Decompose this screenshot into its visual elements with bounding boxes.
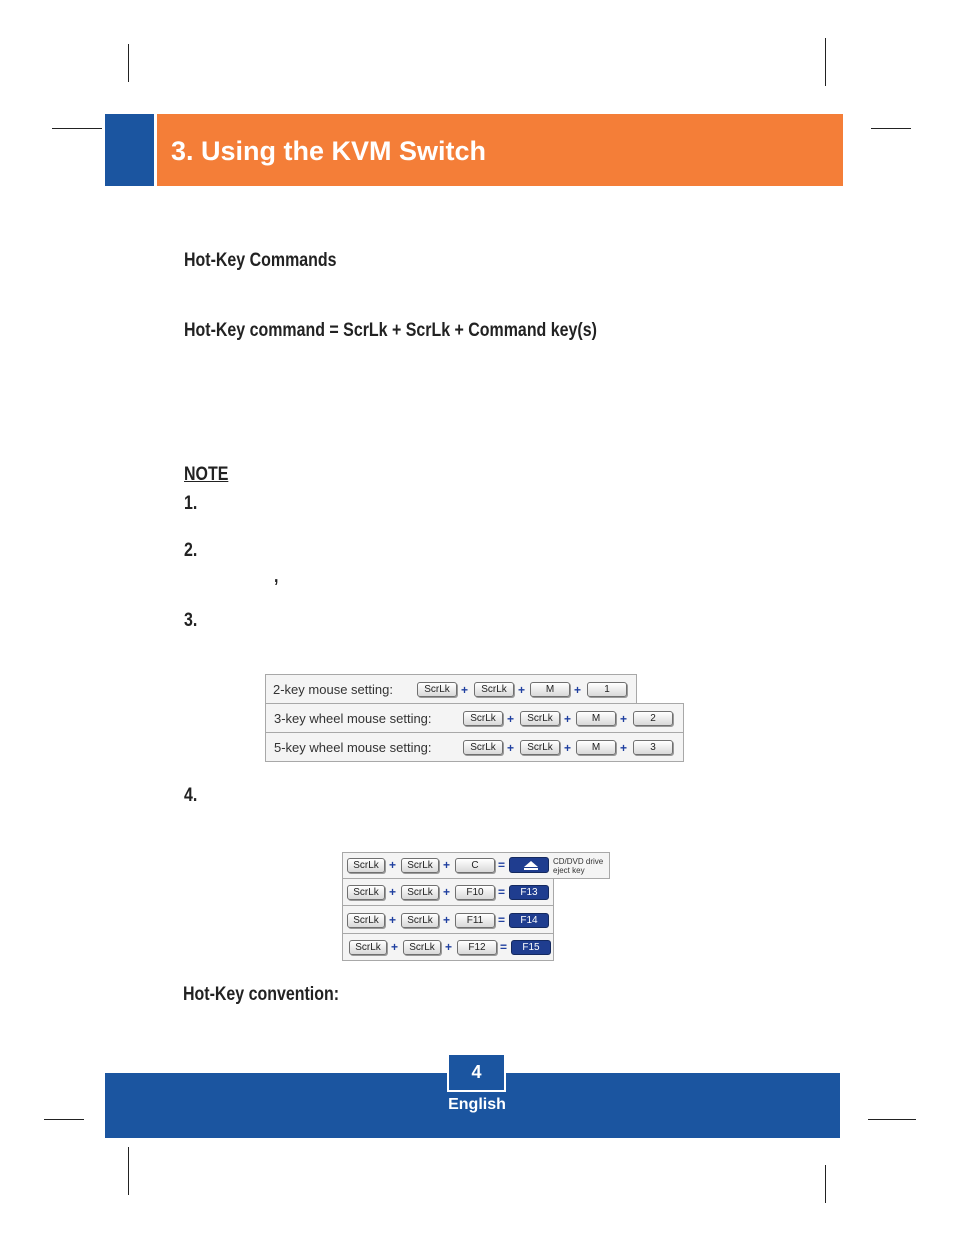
- equals-sign: =: [498, 913, 506, 927]
- mouse-setting-label: 3-key wheel mouse setting:: [274, 711, 432, 726]
- key-c: C: [455, 858, 495, 873]
- crop-mark: [128, 1147, 129, 1195]
- mouse-setting-label: 2-key mouse setting:: [273, 682, 393, 697]
- plus-sign: +: [507, 741, 515, 755]
- crop-mark: [52, 128, 102, 129]
- plus-sign: +: [507, 712, 515, 726]
- mouse-setting-row: [265, 674, 637, 704]
- key-f14: F14: [509, 913, 549, 928]
- key-f11: F11: [455, 913, 495, 928]
- key-scrlk: ScrLk: [520, 711, 560, 726]
- stray-comma: ,: [274, 566, 279, 587]
- crop-mark: [825, 38, 826, 86]
- key-scrlk: ScrLk: [463, 740, 503, 755]
- note-item-number-2: 2.: [184, 540, 198, 561]
- eject-key-caption: CD/DVD drive eject key: [553, 857, 604, 875]
- plus-sign: +: [389, 885, 397, 899]
- crop-mark: [44, 1119, 84, 1120]
- equals-sign: =: [498, 858, 506, 872]
- key-scrlk: ScrLk: [520, 740, 560, 755]
- plus-sign: +: [445, 940, 453, 954]
- page-number: 4: [447, 1053, 506, 1092]
- key-m: M: [530, 682, 570, 697]
- plus-sign: +: [443, 913, 451, 927]
- key-1: 1: [587, 682, 627, 697]
- language-label: English: [448, 1096, 506, 1113]
- key-scrlk: ScrLk: [347, 913, 385, 928]
- key-scrlk: ScrLk: [474, 682, 514, 697]
- plus-sign: +: [461, 683, 469, 697]
- key-scrlk: ScrLk: [417, 682, 457, 697]
- plus-sign: +: [574, 683, 582, 697]
- note-item-number-3: 3.: [184, 610, 198, 631]
- equals-sign: =: [500, 940, 508, 954]
- plus-sign: +: [389, 858, 397, 872]
- plus-sign: +: [443, 858, 451, 872]
- plus-sign: +: [518, 683, 526, 697]
- crop-mark: [128, 44, 129, 82]
- key-scrlk: ScrLk: [403, 940, 441, 955]
- fkey-row: [342, 878, 554, 906]
- command-line: Hot-Key command = ScrLk + ScrLk + Command key(s): [184, 320, 597, 341]
- key-f10: F10: [455, 885, 495, 900]
- plus-sign: +: [389, 913, 397, 927]
- key-scrlk: ScrLk: [347, 858, 385, 873]
- note-heading: NOTE: [184, 464, 229, 485]
- plus-sign: +: [564, 741, 572, 755]
- plus-sign: +: [443, 885, 451, 899]
- mouse-setting-row: [265, 703, 684, 733]
- key-f13: F13: [509, 885, 549, 900]
- eject-icon: [509, 857, 549, 873]
- crop-mark: [825, 1165, 826, 1203]
- key-3: 3: [633, 740, 673, 755]
- crop-mark: [868, 1119, 916, 1120]
- key-scrlk: ScrLk: [463, 711, 503, 726]
- key-scrlk: ScrLk: [401, 913, 439, 928]
- key-scrlk: ScrLk: [347, 885, 385, 900]
- key-m: M: [576, 711, 616, 726]
- page-title: 3. Using the KVM Switch: [171, 136, 487, 166]
- key-f15: F15: [511, 940, 551, 955]
- note-item-number-1: 1.: [184, 493, 198, 514]
- plus-sign: +: [391, 940, 399, 954]
- key-scrlk: ScrLk: [349, 940, 387, 955]
- convention-heading: Hot-Key convention:: [183, 984, 340, 1005]
- note-item-number-4: 4.: [184, 785, 198, 806]
- fkey-row: [342, 905, 554, 934]
- key-f12: F12: [457, 940, 497, 955]
- plus-sign: +: [564, 712, 572, 726]
- mouse-setting-label: 5-key wheel mouse setting:: [274, 740, 432, 755]
- fkey-row: [342, 933, 554, 961]
- key-m: M: [576, 740, 616, 755]
- header-accent-block: [105, 114, 154, 186]
- key-2: 2: [633, 711, 673, 726]
- key-scrlk: ScrLk: [401, 858, 439, 873]
- crop-mark: [871, 128, 911, 129]
- section-heading: Hot-Key Commands: [184, 250, 337, 271]
- key-scrlk: ScrLk: [401, 885, 439, 900]
- fkey-row: [342, 852, 610, 879]
- mouse-setting-row: [265, 732, 684, 762]
- plus-sign: +: [620, 741, 628, 755]
- equals-sign: =: [498, 885, 506, 899]
- plus-sign: +: [620, 712, 628, 726]
